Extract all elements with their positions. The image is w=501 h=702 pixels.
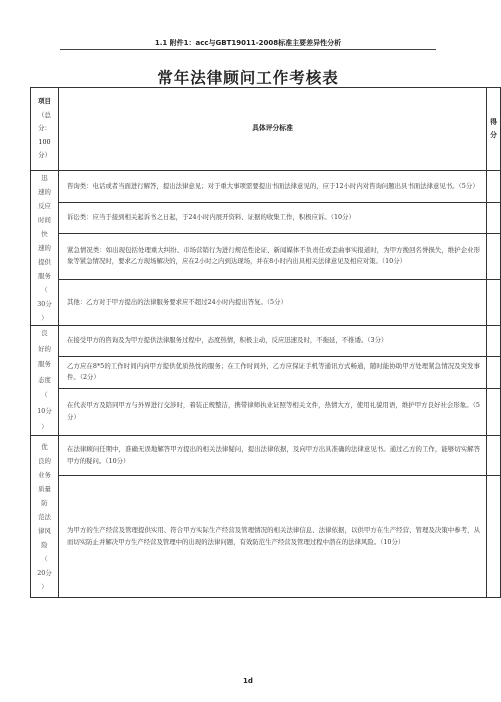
header-score-line: 得 [490, 118, 497, 126]
table-row [31, 233, 501, 279]
category-line: ） [41, 314, 48, 322]
score-cell[interactable] [487, 279, 501, 325]
category-line: 快 [41, 230, 48, 238]
header-item-line: （总 [38, 110, 51, 119]
category-line: 范法 [38, 512, 51, 521]
category-line: 险 [41, 540, 48, 549]
category-line: 好的 [38, 344, 51, 353]
criteria-item: 咨询类：电话或者当面进行解答，提出法律意见；对于重大事项需要提出书面法律意见的，应于12小时内对咨询问题出具书面法律意见书。（5分） [59, 171, 487, 203]
header-item-line: 分） [38, 151, 51, 160]
header-item-cell [31, 88, 59, 171]
category-line: （ [41, 391, 48, 400]
category-line: 优 [41, 442, 48, 451]
table-row [31, 171, 501, 203]
category-line: 10分 [37, 406, 52, 415]
criteria-item: 乙方应在8*5的工作时间内向甲方提供优质热忱的服务；在工作时间外，乙方应保证手机等通讯方式畅通，随时能协助甲方处理紧急情况及突发事件。（2分） [59, 357, 487, 388]
category-line: （ [41, 554, 48, 563]
header-score-cell [487, 88, 501, 171]
criteria-item: 诉讼类：应当于接到相关起诉书之日起，于24小时内展开资料、证据的收集工作，积极应诉。（10分） [59, 203, 487, 233]
category-line: 速的 [38, 188, 51, 196]
category-line: 良的 [38, 456, 51, 465]
category-line: 30分 [37, 300, 52, 308]
category-line: 质量 [38, 484, 51, 493]
score-cell[interactable] [487, 326, 501, 357]
table-row [31, 476, 501, 598]
category-line: 迅 [41, 174, 48, 182]
category-line: ） [41, 582, 48, 591]
category-line: 良 [41, 329, 48, 337]
category-line: 时间 [38, 216, 51, 224]
score-cell[interactable] [487, 233, 501, 279]
category-line: 业务 [38, 470, 51, 479]
category-line: （ [41, 286, 48, 294]
category-cell-quality [31, 436, 59, 598]
score-cell[interactable] [487, 476, 501, 598]
category-line: 20分 [37, 568, 52, 577]
header-rule [60, 49, 436, 50]
category-line: 反应 [38, 202, 51, 210]
score-cell[interactable] [487, 357, 501, 388]
table-row [31, 203, 501, 233]
header-score-line: 分 [490, 131, 497, 139]
assessment-table [30, 87, 501, 598]
criteria-item: 其他：乙方对于甲方提出的法律服务要求应不超过24小时内提出答复。（5分） [59, 279, 487, 325]
header-item-line: 分： [38, 124, 51, 133]
criteria-item: 在法律顾问任期中，准确无误地解答甲方提出的相关法律疑问，提出法律依据，及向甲方出具准确的法律意见书。通过乙方的工作，能够切实解答甲方的疑问。（10分） [59, 436, 487, 476]
criteria-item: 在代表甲方及陪同甲方与外界进行交涉时，着装正规整洁，携带律师执业证照等相关文件，热情大方，使用礼貌用语，维护甲方良好社会形象。（5分） [59, 388, 487, 436]
header-item-line: 项目 [38, 97, 51, 106]
criteria-item: 在接受甲方的咨询及为甲方提供法律服务过程中，态度热情，积极主动，反应迅速及时，不拖延，不推诿。（3分） [59, 326, 487, 357]
criteria-item: 为甲方的生产经营及管理提供实用、符合甲方实际生产经营及管理情况的相关法律信息、法律依据，以供甲方在生产经营、管理及决策中参考，从而切实防止并解决甲方生产经营及管理中的出现的法律问题，有效防范生产经营及管理过程中潜在的法律风险。（10分） [59, 476, 487, 598]
category-line: 服务 [38, 360, 51, 369]
header-item-line: 100 [38, 137, 51, 146]
category-line: ） [41, 422, 48, 431]
table-row [31, 436, 501, 476]
header-criteria-cell: 具体评分标准 [59, 88, 487, 171]
score-cell[interactable] [487, 388, 501, 436]
category-cell-response [31, 171, 59, 326]
category-line: 速的 [38, 244, 51, 252]
table-row [31, 279, 501, 325]
score-cell[interactable] [487, 203, 501, 233]
category-line: 提供 [38, 258, 51, 266]
running-header: 1.1 附件1：acc与GBT19011-2008标准主要差异性分析 [154, 39, 342, 47]
category-line: 防 [41, 498, 48, 507]
table-row [31, 388, 501, 436]
category-cell-attitude [31, 326, 59, 436]
table-header-row [31, 88, 501, 171]
table-row [31, 357, 501, 388]
table-row [31, 326, 501, 357]
score-cell[interactable] [487, 436, 501, 476]
category-line: 律风 [38, 526, 51, 535]
document-title: 常年法律顾问工作考核表 [157, 69, 339, 87]
category-line: 态度 [38, 375, 51, 384]
criteria-item: 紧急情况类：如出现包括处理重大纠纷、市场营销行为进行规范性论证、新闻媒体不负责任或歪曲事实报道时，为甲方挽回名誉损失，维护企业形象等紧急情况时，要求乙方现场解决的，应在2小时之内到达现场，并在8小时内出具相关法律意见及相应对策。（10分） [59, 233, 487, 279]
score-cell[interactable] [487, 171, 501, 203]
page-number: 1d [243, 677, 253, 685]
category-line: 服务 [38, 272, 51, 280]
